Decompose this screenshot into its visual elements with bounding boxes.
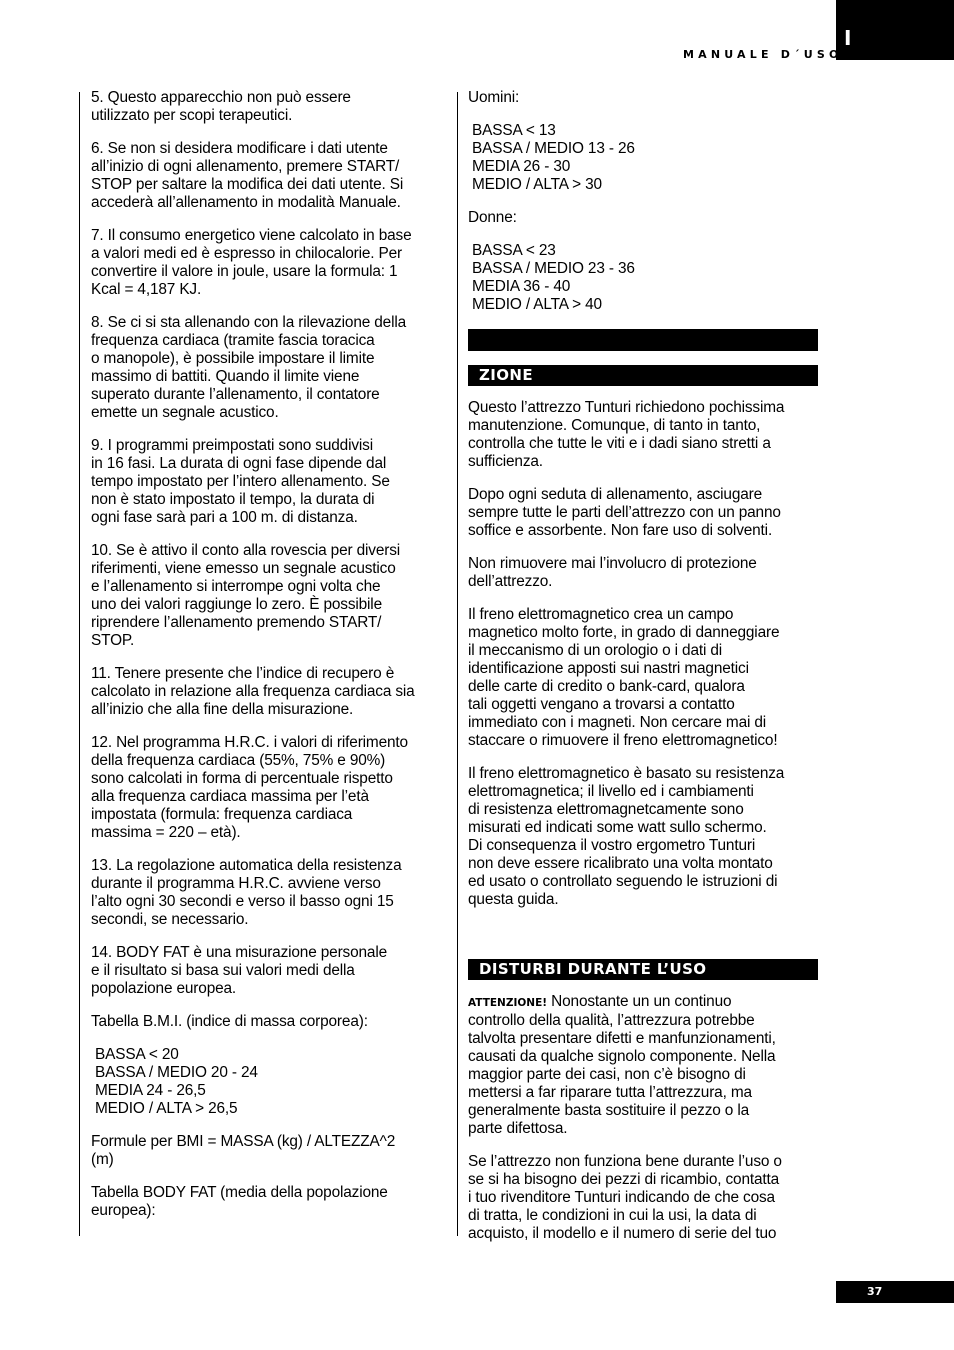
right-column-rule xyxy=(457,92,458,1236)
warning-paragraph xyxy=(468,993,820,1138)
maintenance-paragraph: Questo l’attrezzo Tunturi richiedono pochissima manutenzione. Comunque, di tanto in tanto, controlla che tutte le viti e i dadi siano stretti a sufficienza. xyxy=(468,399,785,470)
left-column-rule xyxy=(79,92,80,1236)
maintenance-paragraph: Il freno elettromagnetico crea un campo magnetico molto forte, in grado di danneggiare il meccanismo di un orologio o i dati di identificazione apposti sui nastri magnetici delle carte di credito o bank-card, qualora tali oggetti vengano a trovarsi a contatto immediato con i magneti. Non cercare mai di staccare o rimuovere il freno elettromagnetico! xyxy=(468,606,780,749)
language-tab: I xyxy=(836,0,954,60)
note-14: 14. BODY FAT è una misurazione personale e il risultato si basa sui valori medi della popolazione europea. xyxy=(91,944,387,997)
warning-text: Nonostante un un continuo controllo della qualità, l’attrezzura potrebbe talvolta presentare difetti e manfunzionamenti, causati da qualche signolo componente. Nella maggior parte dei casi, non c’è bisogno di mettersi a far riparare tutta l’attrezzura, ma generalmente basta sostituire il pezzo o la parte difettosa. xyxy=(468,993,776,1137)
support-paragraph: Se l’attrezzo non funziona bene durante l’uso o se si ha bisogno dei pezzi di ricambio, contatta i tuo rivenditore Tunturi indicando de che cosa di tratta, le condizioni in cui la usi, la data di acquisto, il modello e il numero di serie del tuo xyxy=(468,1153,782,1242)
manual-title: MANUALE D´USO xyxy=(683,48,843,61)
note-8: 8. Se ci si sta allenando con la rilevazione della frequenza cardiaca (tramite fascia toracica o manopole), è possibile impostare il limite massimo di battiti. Quando il limite viene superato durante l’allenamento, il contatore emette un segnale acustico. xyxy=(91,314,407,421)
maintenance-heading: ZIONE xyxy=(468,365,818,386)
women-label: Donne: xyxy=(468,209,517,226)
note-9: 9. I programmi preimpostati sono suddivisi in 16 fasi. La durata di ogni fase dipende dal tempo impostato per l’intero allenamento. Se non è stato impostato il tempo, la durata di ogni fase sarà pari a 100 m. di distanza. xyxy=(91,437,390,526)
maintenance-paragraph: Dopo ogni seduta di allenamento, asciugare sempre tutte le parti dell’attrezzo con un panno soffice e assorbente. Non fare uso di solventi. xyxy=(468,486,781,539)
note-12: 12. Nel programma H.R.C. i valori di riferimento della frequenza cardiaca (55%, 75% e 90%) sono calcolati in forma di percentuale rispetto alla frequenza cardiaca massima per l’età impostata (formula: frequenza cardiaca massima = 220 – età). xyxy=(91,734,408,841)
women-body-fat-table: BASSA < 23 BASSA / MEDIO 23 - 36 MEDIA 36 - 40 MEDIO / ALTA > 40 xyxy=(472,242,635,313)
note-6: 6. Se non si desidera modificare i dati utente all’inizio di ogni allenamento, premere START/ STOP per saltare la modifica dei dati utente. Si accederà all’allenamento in modalità Manuale. xyxy=(91,140,404,211)
bmi-table: BASSA < 20 BASSA / MEDIO 20 - 24 MEDIA 24 - 26,5 MEDIO / ALTA > 26,5 xyxy=(95,1046,258,1117)
body-fat-table-label: Tabella BODY FAT (media della popolazione europea): xyxy=(91,1184,388,1219)
note-13: 13. La regolazione automatica della resistenza durante il programma H.R.C. avviene verso l’alto ogni 30 secondi e verso il basso ogni 15 secondi, se necessario. xyxy=(91,857,402,928)
note-7: 7. Il consumo energetico viene calcolato in base a valori medi ed è espresso in chilocalorie. Per convertire il valore in joule, usare la formula: 1 Kcal = 4,187 KJ. xyxy=(91,227,412,298)
warning-label: ATTENZIONE! xyxy=(468,997,548,1009)
note-10: 10. Se è attivo il conto alla rovescia per diversi riferimenti, viene emesso un segnale acustico e l’allenamento si interrompe ogni volta che uno dei valori raggiunge lo zero. È possibile riprendere l’allenamento premendo START/ STOP. xyxy=(91,542,401,649)
section-divider-bar xyxy=(468,329,818,351)
note-11: 11. Tenere presente che l’indice di recupero è calcolato in relazione alla frequenza cardiaca sia all’inizio che alla fine della misurazione. xyxy=(91,665,415,718)
men-label: Uomini: xyxy=(468,89,520,106)
bmi-formula: Formule per BMI = MASSA (kg) / ALTEZZA^2 (m) xyxy=(91,1133,396,1168)
bmi-table-label: Tabella B.M.I. (indice di massa corporea): xyxy=(91,1013,368,1030)
left-column xyxy=(91,89,443,1235)
page-number: 37 xyxy=(836,1281,954,1303)
maintenance-paragraph: Non rimuovere mai l’involucro di protezione dell’attrezzo. xyxy=(468,555,757,590)
note-5: 5. Questo apparecchio non può essere utilizzato per scopi terapeutici. xyxy=(91,89,351,124)
right-column xyxy=(468,89,820,1258)
men-body-fat-table: BASSA < 13 BASSA / MEDIO 13 - 26 MEDIA 26 - 30 MEDIO / ALTA > 30 xyxy=(472,122,635,193)
disturbances-heading: DISTURBI DURANTE L’USO xyxy=(468,959,818,980)
maintenance-paragraph: Il freno elettromagnetico è basato su resistenza elettromagnetica; il livello ed i cambiamenti di resistenza elettromagnetcamente sono misurati ed indicati some watt sullo schermo. Di consequenza il vostro ergometro Tunturi non deve essere ricalibrato una volta montato ed usato o controllato seguendo le istruzioni di questa guida. xyxy=(468,765,785,908)
